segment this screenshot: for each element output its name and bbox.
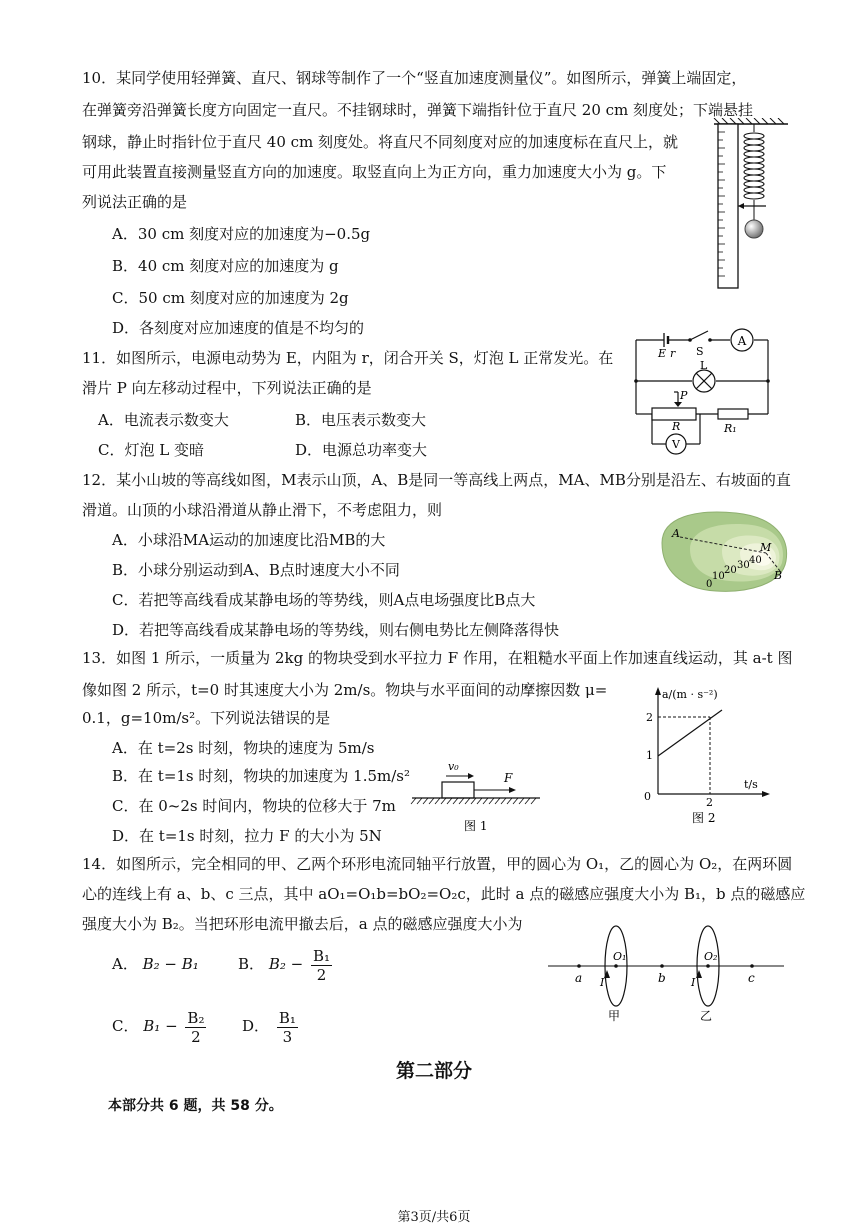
figure-2-caption: 图 2: [692, 811, 716, 825]
point-c-label: c: [748, 971, 755, 985]
force-f-label: F: [504, 771, 513, 785]
q13-figure-2-graph: [636, 684, 772, 826]
q14-option-c-main: B₁ −: [143, 1017, 178, 1035]
q11-line1: 11．如图所示，电源电动势为 E，内阻为 r，闭合开关 S，灯泡 L 正常发光。在: [82, 349, 614, 367]
q12-option-d: D．若把等高线看成某静电场的等势线，则右侧电势比左侧降落得快: [112, 621, 560, 639]
ring-jia-label: 甲: [608, 1009, 621, 1023]
q14-option-d-prefix: D．: [242, 1017, 270, 1035]
q10-option-b: B．40 cm 刻度对应的加速度为 g: [112, 257, 339, 275]
contour-40-label: 40: [749, 555, 762, 566]
x-tick-2: 2: [706, 796, 713, 809]
q12-line2: 滑道。山顶的小球沿滑道从静止滑下，不考虑阻力，则: [82, 501, 443, 519]
q10-line5: 列说法正确的是: [82, 193, 188, 211]
q13-figure-1: [408, 758, 544, 836]
contour-0-label: 0: [706, 579, 713, 590]
current-i2-label: I: [691, 976, 696, 989]
q10-line3: 钢球，静止时指针位于直尺 40 cm 刻度处。将直尺不同刻度对应的加速度标在直尺上，就: [82, 133, 679, 151]
point-b-label: B: [774, 569, 783, 582]
q11-option-a: A．电流表示数变大: [98, 411, 229, 429]
q14-option-b-numerator: B₁: [312, 946, 331, 965]
q11-option-d: D．电源总功率变大: [295, 441, 428, 459]
q14-option-a: [112, 954, 199, 974]
lamp-label: L: [700, 359, 708, 372]
q10-line1: 10．某同学使用轻弹簧、直尺、钢球等制作了一个“竖直加速度测量仪”。如图所示，弹簧上端固定，: [82, 69, 747, 87]
q14-option-d-numerator: B₁: [278, 1008, 296, 1027]
resistance-r-label: r: [670, 347, 676, 360]
part-two-heading: 第二部分: [395, 1060, 472, 1082]
q13-option-c: C．在 0~2s 时间内，物块的位移大于 7m: [112, 797, 396, 815]
q14-option-d: [242, 1006, 301, 1046]
q11-circuit-figure: [628, 326, 774, 458]
q12-option-c: C．若把等高线看成某静电场的等势线，则A点电场强度比B点大: [112, 591, 536, 609]
contour-10-label: 10: [712, 571, 725, 582]
q13-option-d: D．在 t=1s 时刻，拉力 F 的大小为 5N: [112, 827, 382, 845]
center-o2-label: O₂: [704, 950, 718, 963]
q13-option-b: B．在 t=1s 时刻，物块的加速度为 1.5m/s²: [112, 767, 411, 785]
rheostat-label: R: [672, 420, 681, 433]
q14-option-b-main: B₂ −: [268, 955, 304, 973]
q14-option-c-denominator: 2: [191, 1027, 201, 1046]
q11-line2: 滑片 P 向左移动过程中，下列说法正确的是: [82, 379, 372, 397]
q11-option-b: B．电压表示数变大: [295, 411, 427, 429]
q13-line1: 13．如图 1 所示，一质量为 2kg 的物块受到水平拉力 F 作用，在粗糙水平面上作加速直线运动，其 a-t 图: [82, 649, 793, 667]
q10-spring-ruler-figure: [712, 118, 792, 294]
q14-ring-currents-figure: [546, 920, 786, 1024]
q14-option-d-fraction: [277, 1009, 298, 1046]
center-o1-label: O₁: [613, 950, 627, 963]
ring-yi-label: 乙: [700, 1009, 713, 1023]
q14-option-c-numerator: B₂: [187, 1008, 205, 1027]
q14-option-b: [238, 944, 335, 984]
resistor-r1-label: R₁: [724, 422, 737, 435]
q14-line1: 14．如图所示，完全相同的甲、乙两个环形电流同轴平行放置，甲的圆心为 O₁，乙的圆心为 O₂，在两环圆: [82, 855, 793, 873]
y-axis-label: a/(m · s⁻²): [662, 688, 718, 701]
q13-option-a: A．在 t=2s 时刻，物块的速度为 5m/s: [112, 739, 375, 757]
x-axis-label: t/s: [744, 778, 758, 791]
q14-option-c: [112, 1006, 209, 1046]
slider-p-label: P: [680, 389, 688, 402]
q10-line4: 可用此装置直接测量竖直方向的加速度。取竖直向上为正方向，重力加速度大小为 g。下: [82, 163, 667, 181]
q10-option-d: D．各刻度对应加速度的值是不均匀的: [112, 319, 365, 337]
figure-1-caption: 图 1: [464, 819, 488, 833]
page-footer: 第3页/共6页: [397, 1210, 471, 1225]
q11-option-c: C．灯泡 L 变暗: [98, 441, 204, 459]
q13-line2: 像如图 2 所示，t=0 时其速度大小为 2m/s。物块与水平面间的动摩擦因数 μ=: [82, 681, 608, 699]
q12-contour-map-figure: [656, 505, 794, 595]
voltmeter-label: V: [672, 438, 680, 451]
y-tick-2: 2: [646, 711, 653, 724]
part-two-description: 本部分共 6 题，共 58 分。: [108, 1098, 283, 1114]
switch-label: S: [696, 345, 704, 358]
q14-option-d-denominator: 3: [282, 1027, 293, 1046]
q12-option-a: A．小球沿MA运动的加速度比沿MB的大: [112, 531, 386, 549]
q10-option-a: A．30 cm 刻度对应的加速度为−0.5g: [112, 225, 371, 243]
q10-option-c: C．50 cm 刻度对应的加速度为 2g: [112, 289, 349, 307]
q13-line3: 0.1，g=10m/s²。下列说法错误的是: [82, 709, 331, 727]
q14-option-b-prefix: B．: [238, 955, 265, 973]
ammeter-label: A: [737, 334, 747, 348]
q14-option-b-fraction: [311, 947, 332, 984]
q14-option-a-prefix: A．: [112, 955, 138, 973]
point-b-label: b: [658, 971, 666, 985]
summit-m-label: M: [760, 541, 772, 554]
point-a-label: a: [575, 971, 583, 985]
emf-label: E: [658, 347, 667, 360]
q14-option-b-denominator: 2: [316, 965, 327, 984]
q10-line2: 在弹簧旁沿弹簧长度方向固定一直尺。不挂钢球时，弹簧下端指针位于直尺 20 cm 刻度处；下端悬挂: [82, 101, 754, 119]
q14-option-a-expr: B₂ − B₁: [142, 955, 199, 973]
y-tick-1: 1: [646, 749, 653, 762]
q14-line2: 心的连线上有 a、b、c 三点，其中 aO₁=O₁b=bO₂=O₂c，此时 a 点的磁感应强度大小为 B₁，b 点的磁感应: [82, 885, 806, 903]
contour-20-label: 20: [724, 565, 737, 576]
contour-30-label: 30: [737, 560, 750, 571]
v0-label: v₀: [448, 760, 459, 773]
q14-line3: 强度大小为 B₂。当把环形电流甲撤去后，a 点的磁感应强度大小为: [82, 915, 523, 933]
origin-label: 0: [644, 790, 651, 803]
q12-line1: 12．某小山坡的等高线如图，M表示山顶，A、B是同一等高线上两点，MA、MB分别是沿左、右坡面的直: [82, 471, 791, 489]
q14-option-c-fraction: [185, 1009, 206, 1046]
q14-option-c-prefix: C．: [112, 1017, 139, 1035]
current-i1-label: I: [600, 976, 605, 989]
q12-option-b: B．小球分别运动到A、B点时速度大小不同: [112, 561, 400, 579]
point-a-label: A: [672, 527, 680, 540]
